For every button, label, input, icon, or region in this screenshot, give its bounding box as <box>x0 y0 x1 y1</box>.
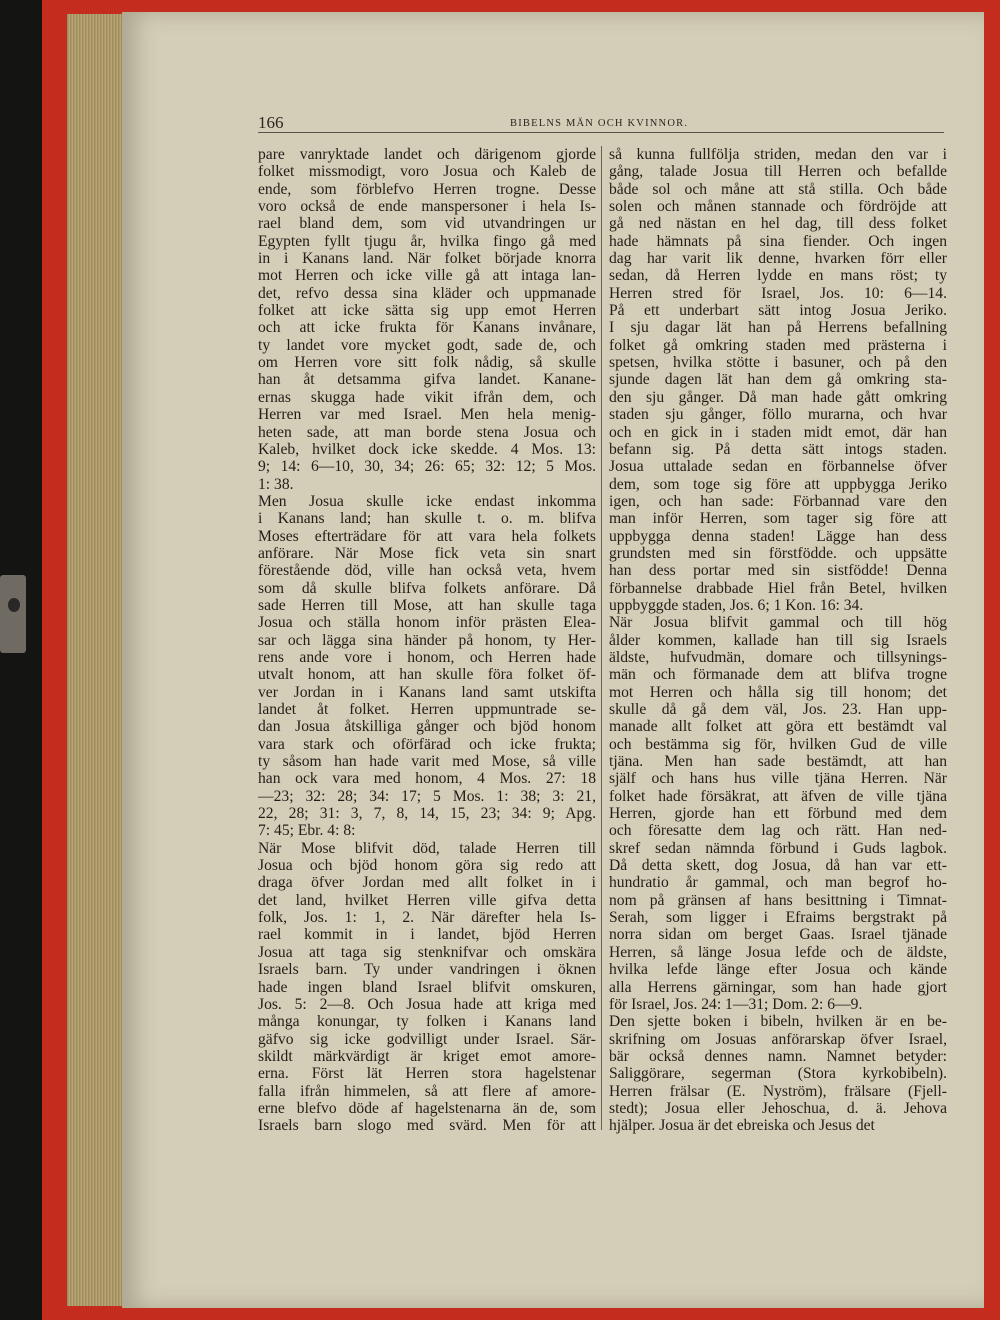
text-line: voro också de ende manspersoner i hela Is- <box>258 198 596 216</box>
text-line: gång, talade Josua till Herren och befallde <box>609 163 947 181</box>
text-line: dan Josua åtskilliga gånger och bjöd honom <box>258 718 596 736</box>
text-line: det, refvo dessa sina kläder och uppmanade <box>258 284 596 302</box>
text-line: 22, 28; 31: 3, 7, 8, 14, 15, 23; 34: 9; Apg. <box>258 805 596 823</box>
text-line: heten sade, att man borde stena Josua och <box>258 423 596 441</box>
text-line: Herren stred för Israel, Jos. 10: 6—14. <box>609 284 947 302</box>
text-line: folket missmodigt, voro Josua och Kaleb de <box>258 163 596 181</box>
text-line: Josua att taga sig stenknifvar och omskära <box>258 943 596 961</box>
text-line: skrifning om Josuas anförarskap öfver Israel, <box>609 1030 947 1048</box>
text-line: mot Herren och hålla sig till honom; det <box>609 683 947 701</box>
text-line: tjäna. Men han sade bestämdt, att han <box>609 753 947 771</box>
text-line: Israels barn. Ty under vandringen i öknen <box>258 961 596 979</box>
text-line: Men Josua skulle icke endast inkomma <box>258 492 596 510</box>
page-edges <box>67 14 125 1306</box>
text-line: ty såsom han hade varit med Mose, så ville <box>258 753 596 771</box>
text-line: sjunde dagen lät han dem gå omkring sta- <box>609 371 947 389</box>
text-line: om Herren vore sitt folk nådig, så skulle <box>258 354 596 372</box>
text-line: Herren, gjorde han ett förbund med dem <box>609 805 947 823</box>
book-clip <box>0 575 26 653</box>
text-line: igen, och han sade: Förbannad vare den <box>609 492 947 510</box>
text-line: folk, Jos. 1: 1, 2. När därefter hela Is- <box>258 909 596 927</box>
text-line: förbannelse drabbade Hiel från Betel, hvilken <box>609 579 947 597</box>
text-line: dag har varit lik denne, hvarken förr eller <box>609 250 947 268</box>
text-line: pare vanryktade landet och därigenom gjorde <box>258 146 596 163</box>
text-line: vara stark och oförfärad och icke frukta; <box>258 735 596 753</box>
text-line: och att icke frukta för Kanans invånare, <box>258 319 596 337</box>
column-divider <box>601 146 602 1130</box>
text-line: norra sidan om berget Gaas. Israel tjänade <box>609 926 947 944</box>
text-line: bär också dennes namn. Namnet betyder: <box>609 1047 947 1065</box>
text-line: befann sig. På detta sätt intogs staden. <box>609 440 947 458</box>
text-line: sar och lägga sina händer på honom, ty Her- <box>258 631 596 649</box>
text-line: Josua och ställa honom inför prästen Elea- <box>258 614 596 632</box>
text-line: draga öfver Jordan med allt folket in i <box>258 874 596 892</box>
text-line: utvalt honom, att han skulle föra folket öf- <box>258 666 596 684</box>
text-line: för Israel, Jos. 24: 1—31; Dom. 2: 6—9. <box>609 995 863 1013</box>
text-line: spetsen, hvilka stötte i basuner, och på den <box>609 354 947 372</box>
text-line: skref sedan nämnda förbund i Guds lagbok. <box>609 839 947 857</box>
text-line: Israels barn slogo med svärd. Men för att <box>258 1117 596 1135</box>
text-line: som då skulle blifva folkets anförare. Då <box>258 579 596 597</box>
text-line: både sol och måne att stå stilla. Och både <box>609 180 947 198</box>
text-line: uppbyggde staden, Jos. 6; 1 Kon. 16: 34. <box>609 596 864 614</box>
text-line: hvilka lefde länge efter Josua och kände <box>609 961 947 979</box>
text-line: skulle då gå dem väl, Jos. 23. Han upp- <box>609 701 947 718</box>
header-rule <box>258 132 944 133</box>
text-line: och en gick in i staden midt emot, där han <box>609 423 947 441</box>
text-line: den sju gånger. Då man hade gått omkring <box>609 388 947 406</box>
text-line: falla ifrån himmelen, så att flere af amore- <box>258 1082 596 1100</box>
text-line: erna. Först lät Herren stora hagelstenar <box>258 1065 596 1083</box>
text-line: landet åt folket. Herren uppmuntrade se- <box>258 701 596 718</box>
text-line: manade allt folket att göra ett bestämdt val <box>609 718 947 736</box>
text-line: ålder kommen, kallade han till sig Israels <box>609 631 947 649</box>
text-line: själf och hans hus ville tjäna Herren. När <box>609 770 947 788</box>
text-line: gäfvo sig icke godvilligt under Israel. Sär- <box>258 1030 596 1048</box>
text-line: det land, hvilket Herren ville gifva detta <box>258 891 596 909</box>
text-line: hjälper. Josua är det ebreiska och Jesus det <box>609 1117 875 1135</box>
text-line: äldste, hufvudmän, domare och tillsynings- <box>609 648 947 666</box>
text-line: I sju dagar lät han på Herrens befallning <box>609 319 947 337</box>
text-line: Den sjette boken i bibeln, hvilken är en be- <box>609 1013 947 1031</box>
text-line: ernas skugga hade vikit ifrån dem, och <box>258 388 596 406</box>
page-header <box>258 113 942 133</box>
text-line: ver Jordan in i Kanans land samt utskifta <box>258 683 596 701</box>
text-line: hundratio år gammal, och man begrof ho- <box>609 874 947 892</box>
text-line: ty landet vore mycket godt, sade de, och <box>258 336 596 354</box>
text-line: i Kanans land; han skulle t. o. m. blifva <box>258 510 596 528</box>
text-line: sade Herren till Mose, att han skulle taga <box>258 596 596 614</box>
clip-hole <box>8 598 20 612</box>
text-line: gå ned nästan en hel dag, till dess folket <box>609 215 947 233</box>
text-line: och föresatte dem lag och rätt. Han ned- <box>609 822 947 840</box>
text-line: folket gå omkring staden med prästerna i <box>609 336 947 354</box>
text-line: folket hade försäkrat, att äfven de ville tjäna <box>609 787 947 805</box>
text-line: anförare. När Mose fick veta sin snart <box>258 544 596 562</box>
text-line: Då detta skett, dog Josua, då han var ett- <box>609 857 947 875</box>
text-line: nom på gränsen af hans besittning i Timnat- <box>609 891 947 909</box>
text-line: män och förmanade dem att blifva trogne <box>609 666 947 684</box>
text-line: mot Herren och icke ville gå att intaga lan- <box>258 267 596 285</box>
text-line: stedt); Josua eller Jehoschua, d. ä. Jehova <box>609 1099 947 1117</box>
text-line: man inför Herren, som tager sig före att <box>609 510 947 528</box>
right-text-column <box>609 146 947 1135</box>
text-line: grundsten med sin förstfödde. och uppsätte <box>609 544 947 562</box>
text-line: Saliggörare, segerman (Stora kyrkobibeln). <box>609 1065 947 1083</box>
text-line: han dess portar med sin sistfödde! Denna <box>609 562 947 580</box>
text-line: och bestämma sig för, hvilken Gud de ville <box>609 735 947 753</box>
text-line: solen och månen stannade och fördröjde att <box>609 198 947 216</box>
text-line: så kunna fullfölja striden, medan den var i <box>609 146 947 163</box>
text-line: När Mose blifvit död, talade Herren till <box>258 839 596 857</box>
text-line: erne blefvo döde af hagelstenarna än de, som <box>258 1099 596 1117</box>
text-line: 9; 14: 6—10, 30, 34; 26: 65; 32: 12; 5 Mos. <box>258 458 596 476</box>
text-line: Herren frälsar (E. Nyström), frälsare (Fjell- <box>609 1082 947 1100</box>
text-line: uppbygga denna staden! Lägge han dess <box>609 527 947 545</box>
page-number: 166 <box>258 113 284 132</box>
text-line: Herren, så länge Josua lefde och de äldste, <box>609 943 947 961</box>
text-line: rael bland dem, som vid utvandringen ur <box>258 215 596 233</box>
text-line: Josua och bjöd honom göra sig redo att <box>258 857 596 875</box>
text-line: 7: 45; Ebr. 4: 8: <box>258 822 356 840</box>
scanner-edge <box>0 0 42 1320</box>
text-line: När Josua blifvit gammal och till hög <box>609 614 947 632</box>
text-line: På ett underbart sätt intog Josua Jeriko. <box>609 302 947 320</box>
text-line: Jos. 5: 2—8. Och Josua hade att kriga med <box>258 995 596 1013</box>
text-line: rens ande vore i honom, och Herren hade <box>258 648 596 666</box>
text-line: Kaleb, hvilket dock icke skedde. 4 Mos. 13: <box>258 440 596 458</box>
text-line: 1: 38. <box>258 475 294 493</box>
text-line: Josua uttalade sedan en förbannelse öfver <box>609 458 947 476</box>
text-line: rael kommit in i landet, bjöd Herren <box>258 926 596 944</box>
text-line: hade ingen bland Israel blifvit omskuren, <box>258 978 596 996</box>
text-line: Egypten fyllt tjugu år, hvilka fingo gå med <box>258 232 596 250</box>
text-line: in i Kanans land. När folket började knorra <box>258 250 596 268</box>
text-line: alla Herrens gärningar, som han hade gjort <box>609 978 947 996</box>
text-line: Moses efterträdare för att vara hela folkets <box>258 527 596 545</box>
text-line: han åt detsamma gifva landet. Kananе- <box>258 371 596 389</box>
text-line: —23; 32: 28; 34: 17; 5 Mos. 1: 38; 3: 21, <box>258 787 596 805</box>
text-line: många konungar, ty folken i Kanans land <box>258 1013 596 1031</box>
text-line: förestående död, ville han också veta, hvem <box>258 562 596 580</box>
running-head: BIBELNS MÄN OCH KVINNOR. <box>510 118 689 129</box>
text-line: staden sju gånger, föllo murarna, och hvar <box>609 406 947 424</box>
text-line: skildt märkvärdigt är kriget emot amore- <box>258 1047 596 1065</box>
text-line: folket att icke sätta sig upp emot Herren <box>258 302 596 320</box>
text-line: han ock vara med honom, 4 Mos. 27: 18 <box>258 770 596 788</box>
text-line: Serah, som ligger i Efraims bergstrakt på <box>609 909 947 927</box>
text-line: hade hämnats på sina fiender. Och ingen <box>609 232 947 250</box>
text-line: ende, som förblefvo Herren trogne. Desse <box>258 180 596 198</box>
text-line: sedan, då Herren lydde en mans röst; ty <box>609 267 947 285</box>
left-text-column <box>258 146 596 1135</box>
text-line: dem, som toge sig före att uppbygga Jeriko <box>609 475 947 493</box>
text-line: Herren var med Israel. Men hela menig- <box>258 406 596 424</box>
